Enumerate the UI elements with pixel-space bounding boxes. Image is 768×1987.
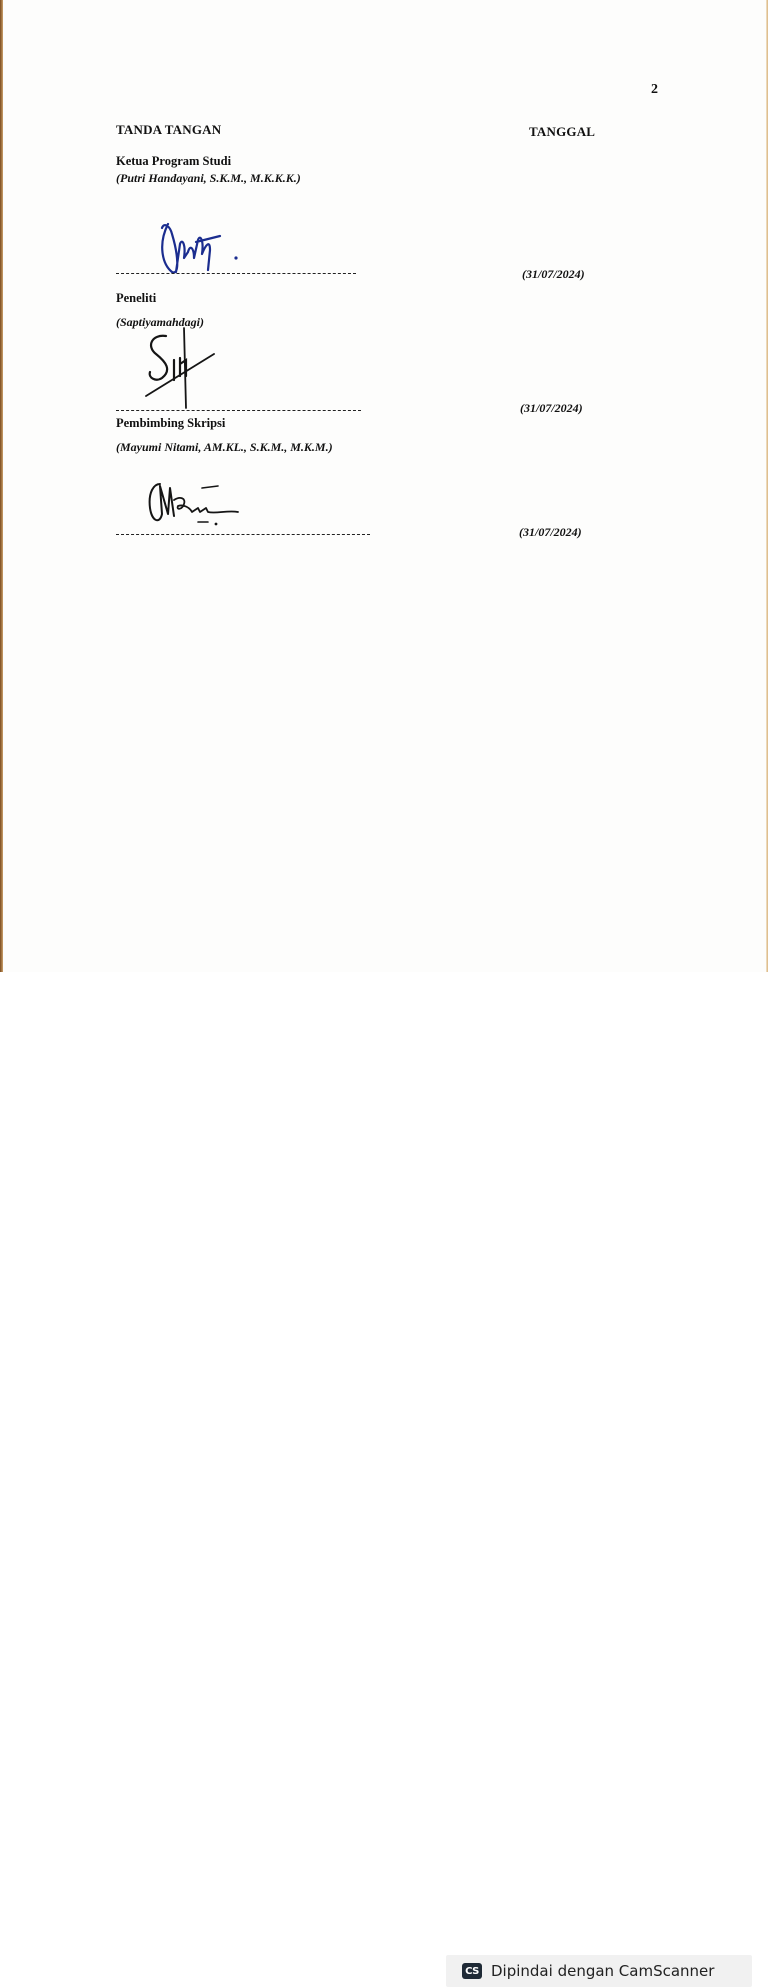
camscanner-logo-icon: CS xyxy=(462,1963,482,1979)
scan-edge-left xyxy=(0,0,3,972)
page-number: 2 xyxy=(651,82,658,97)
signature-supervisor xyxy=(140,474,250,530)
signatory-role-head-of-program: Ketua Program Studi xyxy=(116,154,232,168)
camscanner-label: Dipindai dengan CamScanner xyxy=(491,1962,715,1980)
signature-line-supervisor xyxy=(116,534,370,535)
signatory-role-researcher: Peneliti xyxy=(116,291,157,305)
signature-line-head-of-program xyxy=(116,273,356,274)
signatory-name-researcher: (Saptiyamahdagi) xyxy=(116,315,205,329)
signature-column-header: TANDA TANGAN xyxy=(116,122,222,137)
signatory-date-head-of-program: (31/07/2024) xyxy=(522,267,585,281)
date-column-header: TANGGAL xyxy=(529,124,596,139)
signatory-name-head-of-program: (Putri Handayani, S.K.M., M.K.K.K.) xyxy=(116,171,301,185)
scan-footer xyxy=(0,972,768,1980)
signature-line-researcher xyxy=(116,410,361,411)
signatory-date-supervisor: (31/07/2024) xyxy=(519,525,582,539)
signatory-date-researcher: (31/07/2024) xyxy=(520,401,583,415)
signatory-role-supervisor: Pembimbing Skripsi xyxy=(116,416,226,430)
signature-researcher xyxy=(138,326,228,412)
camscanner-watermark xyxy=(446,1955,752,1987)
signatory-name-supervisor: (Mayumi Nitami, AM.KL., S.K.M., M.K.M.) xyxy=(116,440,333,454)
document-page xyxy=(0,0,768,972)
